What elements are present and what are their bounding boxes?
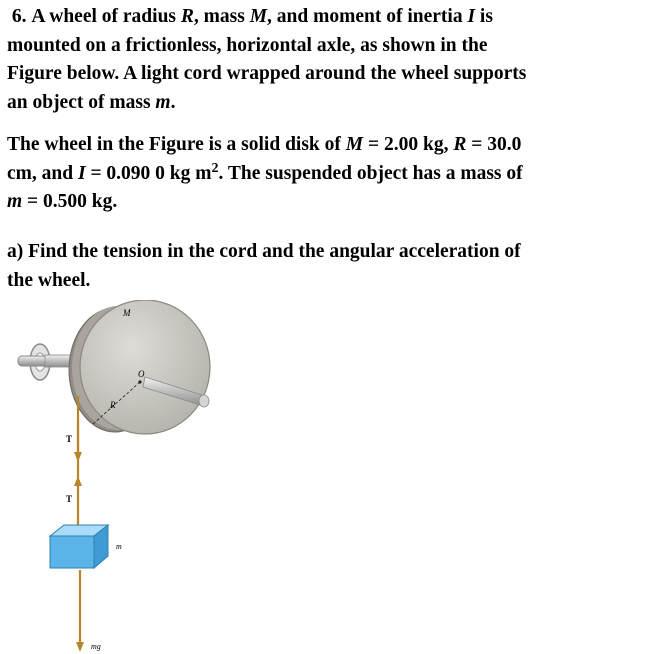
problem-line-4: an object of mass m. <box>7 91 176 113</box>
given-values <box>7 131 657 217</box>
wheel-figure <box>0 300 661 654</box>
given-line-3: m = 0.500 kg. <box>7 191 118 212</box>
suspended-block <box>50 525 108 568</box>
center-point-O <box>138 380 141 383</box>
label-m: m <box>116 542 122 551</box>
tension-arrow-upper <box>74 420 82 462</box>
problem-line-2: mounted on a frictionless, horizontal axle, as shown in the <box>7 34 488 56</box>
label-M: M <box>123 308 131 318</box>
given-line-1: The wheel in the Figure is a solid disk of M = 2.00 kg, R = 30.0 <box>7 134 522 155</box>
label-T-lower: T <box>66 494 73 504</box>
problem-line-3: Figure below. A light cord wrapped around the wheel supports <box>7 63 527 84</box>
label-mg: mg <box>91 642 101 651</box>
weight-arrow <box>76 642 84 652</box>
question-a <box>7 238 657 295</box>
problem-line-1: 6. A wheel of radius R, mass M, and moment of inertia I is <box>11 6 493 27</box>
problem-statement <box>7 3 657 117</box>
question-line-1: a) Find the tension in the cord and the angular acceleration of <box>7 241 521 262</box>
tension-arrow-lower <box>74 476 82 486</box>
wheel <box>69 300 210 434</box>
label-R: R <box>110 400 116 410</box>
question-line-2: the wheel. <box>7 269 91 291</box>
label-O: O <box>138 369 145 379</box>
problem-number: 6. <box>11 6 27 27</box>
label-T-upper: T <box>66 434 73 444</box>
given-line-2: cm, and I = 0.090 0 kg $m^2$. The suspended object has a mass of <box>7 160 523 184</box>
